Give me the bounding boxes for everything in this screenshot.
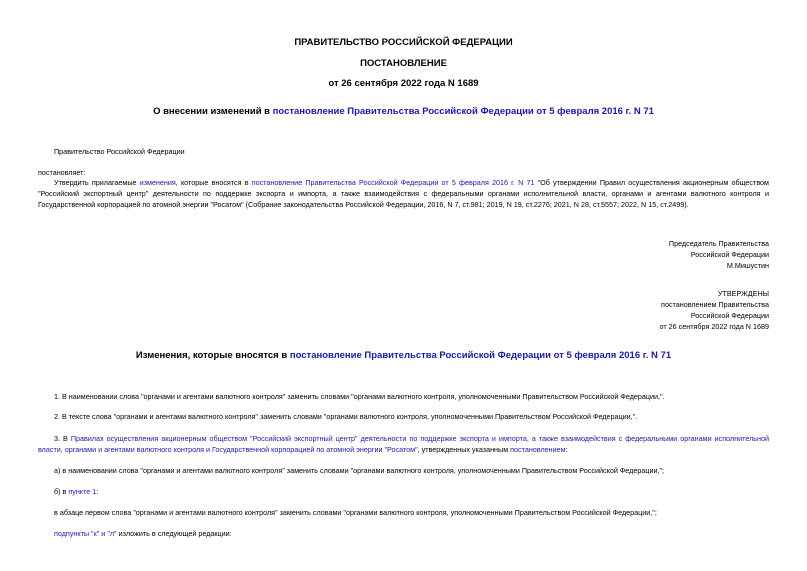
paragraph-1 xyxy=(38,177,769,210)
changes-title xyxy=(0,350,807,361)
item3b-text-a: б) в xyxy=(54,487,69,496)
approval-line3: Российской Федерации xyxy=(690,311,769,320)
approval-date: от 26 сентября 2022 года N 1689 xyxy=(659,322,769,331)
para1-text-a: Утвердить прилагаемые xyxy=(54,178,140,187)
signature-block xyxy=(669,238,769,271)
item3-text-a: 3. В xyxy=(54,434,71,443)
document-title xyxy=(0,106,807,117)
approval-line2: постановлением Правительства xyxy=(661,300,769,309)
item-2: 2. В тексте слова "органами и агентами валютного контроля" заменить словами "органами валютного контроля, уполномоченными Правительством Российской Федерации,". xyxy=(54,412,638,421)
item3b2-text: изложить в следующей редакции: xyxy=(116,529,232,538)
rules-link[interactable]: Правилах осуществления акционерным обществом "Российский экспортный центр" деятельности по поддержке экспорта и импорта, а также взаимодействия с федеральными органами исполнительной власти, органами и агентами валютного контроля и Государственной корпорацией по атомной энергии "Росатом" xyxy=(38,434,769,454)
item-3b-2 xyxy=(54,528,232,539)
subpoints-link[interactable]: подпункты "к" и "л" xyxy=(54,529,117,538)
approval-heading: УТВЕРЖДЕНЫ xyxy=(717,289,769,298)
item3-text-b: , утвержденных указанным xyxy=(417,445,511,454)
document-type: ПОСТАНОВЛЕНИЕ xyxy=(360,58,447,69)
author-line: Правительство Российской Федерации xyxy=(54,147,185,156)
signature-country: Российской Федерации xyxy=(690,250,769,259)
resolution-link[interactable]: постановление Правительства Российской Федерации от 5 февраля 2016 г. N 71 xyxy=(251,178,535,187)
para1-text-c: "Об утверждении Правил осуществления акционерным обществом "Российский экспортный центр" деятельности по поддержке экспорта и импорта, а также взаимодействия с федеральными органами исполнительной власти, органами и агентами валютного контроля и Государственной корпорацией по атомной энергии "Росатом" (Собрание законодательства Российской Федерации, 2016, N 7, ст.981; 2019, N 19, ст.2276; 2021, N 28, ст.5557; 2022, N 15, ст.2499). xyxy=(38,178,769,209)
signature-position: Председатель Правительства xyxy=(668,239,769,248)
item-3b-1: в абзаце первом слова "органами и агентами валютного контроля" заменить словами "органами валютного контроля, уполномоченными Правительством Российской Федерации,"; xyxy=(54,508,657,517)
approval-block xyxy=(660,288,769,332)
item3b-text-b: : xyxy=(96,487,99,496)
signature-name: М.Мишустин xyxy=(726,261,769,270)
title-link[interactable]: постановление Правительства Российской Федерации от 5 февраля 2016 г. N 71 xyxy=(272,106,654,117)
changes-title-prefix: Изменения, которые вносятся в xyxy=(135,350,290,361)
title-prefix: О внесении изменений в xyxy=(153,106,273,117)
item-3a: а) в наименовании слова "органами и агентами валютного контроля" заменить словами "органами валютного контроля, уполномоченными Правительством Российской Федерации,"; xyxy=(54,466,665,475)
item-1: 1. В наименовании слова "органами и агентами валютного контроля" заменить словами "органами валютного контроля, уполномоченными Правительством Российской Федерации,". xyxy=(54,392,665,401)
changes-title-link[interactable]: постановление Правительства Российской Федерации от 5 февраля 2016 г. N 71 xyxy=(289,350,672,361)
government-heading: ПРАВИТЕЛЬСТВО РОССИЙСКОЙ ФЕДЕРАЦИИ xyxy=(294,37,513,48)
item-3b xyxy=(54,486,98,497)
decides-line: постановляет: xyxy=(38,168,86,177)
changes-link[interactable]: изменения xyxy=(139,178,176,187)
document-date: от 26 сентября 2022 года N 1689 xyxy=(328,78,479,89)
para1-text-b: , которые вносятся в xyxy=(175,178,252,187)
item-3 xyxy=(38,433,769,455)
item3-text-c: : xyxy=(565,445,568,454)
resolution-link-2[interactable]: постановлением xyxy=(510,445,566,454)
point-1-link[interactable]: пункте 1 xyxy=(68,487,97,496)
